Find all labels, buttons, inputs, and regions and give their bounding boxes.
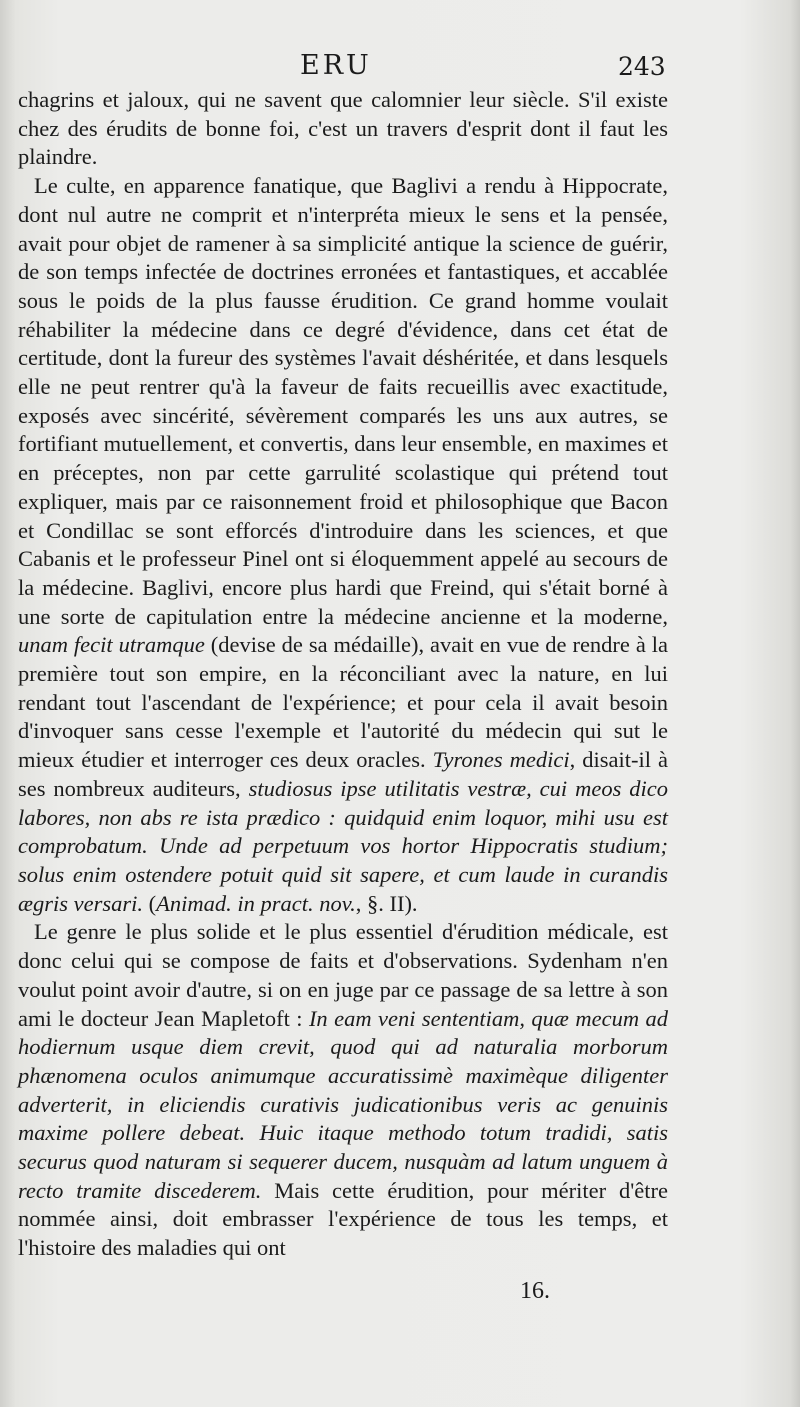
italic-text: In eam veni sententiam, quæ mecum ad hodiernum usque diem crevit, quod qui ad naturalia morborum phænomena oculos animumque accuratissimè maximèque diligenter adverterit, in eliciendis curativis judicationibus veris ac genuinis maxime pollere debeat. Huic itaque methodo totum tradidi, satis securus quod naturam si sequerer ducem, nusquàm ad latum unguem à recto tramite discederem. [18,1005,668,1203]
italic-text: unam fecit utramque [18,632,205,658]
paragraph-2 [18,172,668,918]
page-number: 243 [618,52,666,81]
text-run: chagrins et jaloux, qui ne savent que calomnier leur siècle. S'il existe chez des érudits de bonne foi, c'est un travers d'esprit dont il faut les plaindre. [18,87,668,170]
text-run: Mais cette érudition, pour mériter d'être nommée ainsi, doit embrasser l'expérience de tous les temps, et l'histoire des maladies qui ont [18,1177,668,1261]
text-run: Le genre le plus solide et le plus essentiel d'érudition médicale, est donc celui qui se compose de faits et d'observations. Sydenham n'en voulut point avoir d'autre, si on en juge par ce passage de sa lettre à son ami le docteur Jean Mapletoft : [18,919,668,1031]
paragraph-3 [18,918,668,1262]
running-head: ERU [300,50,372,81]
italic-text: Tyrones medici [432,747,570,773]
text-run: , disait-il à ses nombreux auditeurs, [18,747,669,801]
body-text [18,86,668,1263]
page-header [0,50,800,90]
paragraph-1 [18,86,668,172]
text-run: (devise de sa médaille), avait en vue de rendre à la première tout son empire, en la réconciliant avec la nature, en lui rendant tout l'ascendant de l'expérience; et pour cela il avait besoin d'invoquer sans cesse l'exemple et l'autorité du médecin qui sut le mieux étudier et interroger ces deux oracles. [18,632,669,773]
text-run: Le culte, en apparence fanatique, que Baglivi a rendu à Hippocrate, dont nul autre ne comprit et n'interpréta mieux le sens et la pensée, avait pour objet de ramener à sa simplicité antique la science de guérir, de son temps infectée de doctrines erronées et fantastiques, et accablée sous le poids de la plus fausse érudition. Ce grand homme voulait réhabiliter la médecine dans ce degré d'évidence, dans cet état de certitude, dont la fureur des systèmes l'avait déshéritée, et dans lesquels elle ne peut rentrer qu'à la faveur de faits recueillis avec exactitude, exposés avec sincérité, sévèrement comparés les uns aux autres, se fortifiant mutuellement, et convertis, dans leur ensemble, en maximes et en préceptes, non par cette garrulité scolastique qui prétend tout expliquer, mais par ce raisonnement froid et philosophique que Bacon et Condillac se sont efforcés d'introduire dans les sciences, et que Cabanis et le professeur Pinel ont si éloquemment appelé au secours de la médecine. Baglivi, encore plus hardi que Freind, qui s'était borné à une sorte de capitulation entre la médecine ancienne et la moderne, [18,173,668,629]
text-run: ( [143,890,157,916]
italic-text: Animad. in pract. nov. [156,890,356,916]
signature-mark: 16. [520,1278,550,1304]
italic-text: studiosus ipse utilitatis vestræ, cui meos dico labores, non abs re ista prædico : quidquid enim loquor, mihi usu est comprobatum. Unde ad perpetuum vos hortor Hippocratis studium; solus enim ostendere potuit quid sit sapere, et cum laude in curandis ægris versari. [18,775,668,916]
text-run: , §. II). [355,890,418,916]
